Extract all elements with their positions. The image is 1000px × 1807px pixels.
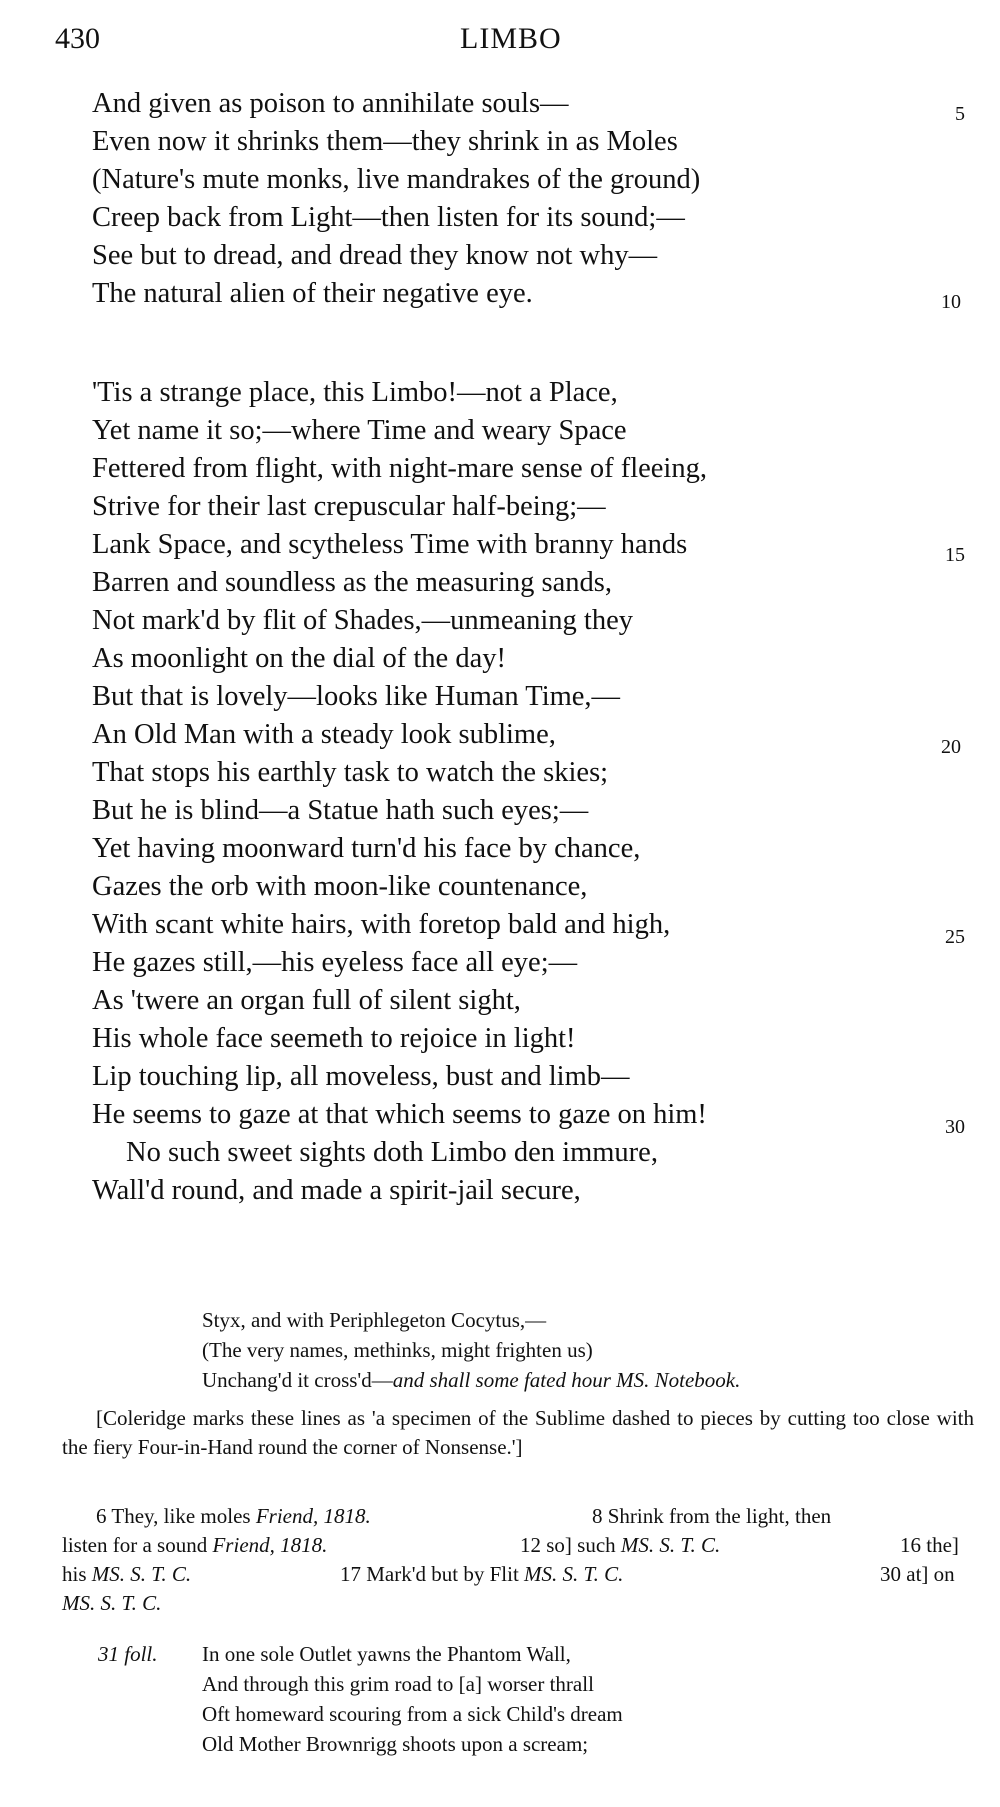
variant-30: 30 at] on: [880, 1562, 955, 1586]
foll-line: Oft homeward scouring from a sick Child's dream: [202, 1702, 623, 1726]
variant-16: 16 the]: [900, 1533, 959, 1557]
line-number: 20: [941, 736, 961, 758]
verse-line: As 'twere an organ full of silent sight,: [92, 985, 521, 1016]
coleridge-note: [Coleridge marks these lines as 'a specimen of the Sublime dashed to pieces by cutting too close with the fiery Four-in-Hand round the corner of Nonsense.']: [62, 1406, 974, 1459]
verse-line: Even now it shrinks them—they shrink in as Moles: [92, 126, 678, 157]
quoted-verse-source: and shall some fated hour MS. Notebook.: [392, 1368, 741, 1392]
foll-line: Old Mother Brownrigg shoots upon a scream;: [202, 1732, 589, 1756]
verse-line: An Old Man with a steady look sublime,: [92, 719, 556, 750]
variant-16-cont: his MS. S. T. C.: [62, 1562, 192, 1586]
variant-12: 12 so] such MS. S. T. C.: [520, 1533, 721, 1557]
verse-line: Gazes the orb with moon-like countenance,: [92, 871, 588, 902]
verse-line: The natural alien of their negative eye.: [92, 278, 533, 309]
verse-line: Yet name it so;—where Time and weary Space: [92, 415, 627, 446]
verse-line: With scant white hairs, with foretop bald and high,: [92, 909, 671, 940]
line-number: 10: [941, 291, 961, 313]
verse-line: That stops his earthly task to watch the skies;: [92, 757, 609, 788]
verse-line: (Nature's mute monks, live mandrakes of the ground): [92, 164, 701, 195]
variant-17: 17 Mark'd but by Flit MS. S. T. C.: [340, 1562, 624, 1586]
verse-line: Strive for their last crepuscular half-being;—: [92, 491, 606, 522]
verse-line: No such sweet sights doth Limbo den immure,: [126, 1137, 658, 1168]
verse-line: As moonlight on the dial of the day!: [92, 643, 506, 674]
quoted-verse-line: (The very names, methinks, might frighten us): [202, 1338, 593, 1362]
line-number: 25: [945, 926, 965, 948]
line-number: 5: [955, 103, 965, 125]
verse-line: Not mark'd by flit of Shades,—unmeaning they: [92, 605, 633, 636]
line-number: 15: [945, 544, 965, 566]
page-number: 430: [55, 22, 100, 55]
foll-line: And through this grim road to [a] worser thrall: [202, 1672, 594, 1696]
verse-line: See but to dread, and dread they know not why—: [92, 240, 658, 271]
variant-8-cont: listen for a sound Friend, 1818.: [62, 1533, 328, 1557]
verse-line: And given as poison to annihilate souls—: [92, 88, 569, 119]
variant-6: 6 They, like moles Friend, 1818.: [96, 1504, 371, 1528]
page-header: [0, 0, 1000, 90]
verse-line: He seems to gaze at that which seems to gaze on him!: [92, 1099, 707, 1130]
running-title: LIMBO: [460, 22, 562, 55]
verse-line: Wall'd round, and made a spirit-jail secure,: [92, 1175, 581, 1206]
verse-line: Fettered from flight, with night-mare sense of fleeing,: [92, 453, 707, 484]
quoted-verse-text: Unchang'd it cross'd—: [202, 1368, 393, 1392]
verse-line: Lank Space, and scytheless Time with branny hands: [92, 529, 688, 560]
verse-line: Creep back from Light—then listen for its sound;—: [92, 202, 685, 233]
verse-line: But that is lovely—looks like Human Time,—: [92, 681, 621, 712]
foll-line: In one sole Outlet yawns the Phantom Wall,: [202, 1642, 571, 1666]
foll-label: 31 foll.: [98, 1642, 158, 1666]
verse-line: Yet having moonward turn'd his face by chance,: [92, 833, 641, 864]
quoted-verse-line: Styx, and with Periphlegeton Cocytus,—: [202, 1308, 547, 1332]
quoted-verse-line: [202, 1366, 740, 1394]
line-number: 30: [945, 1116, 965, 1138]
verse-line: His whole face seemeth to rejoice in light!: [92, 1023, 576, 1054]
variant-30-cont: MS. S. T. C.: [62, 1591, 162, 1615]
verse-line: He gazes still,—his eyeless face all eye;—: [92, 947, 578, 978]
verse-line: 'Tis a strange place, this Limbo!—not a Place,: [92, 377, 618, 408]
verse-line: Barren and soundless as the measuring sands,: [92, 567, 613, 598]
verse-line: But he is blind—a Statue hath such eyes;—: [92, 795, 589, 826]
verse-line: Lip touching lip, all moveless, bust and limb—: [92, 1061, 630, 1092]
variant-8: 8 Shrink from the light, then: [592, 1504, 832, 1528]
